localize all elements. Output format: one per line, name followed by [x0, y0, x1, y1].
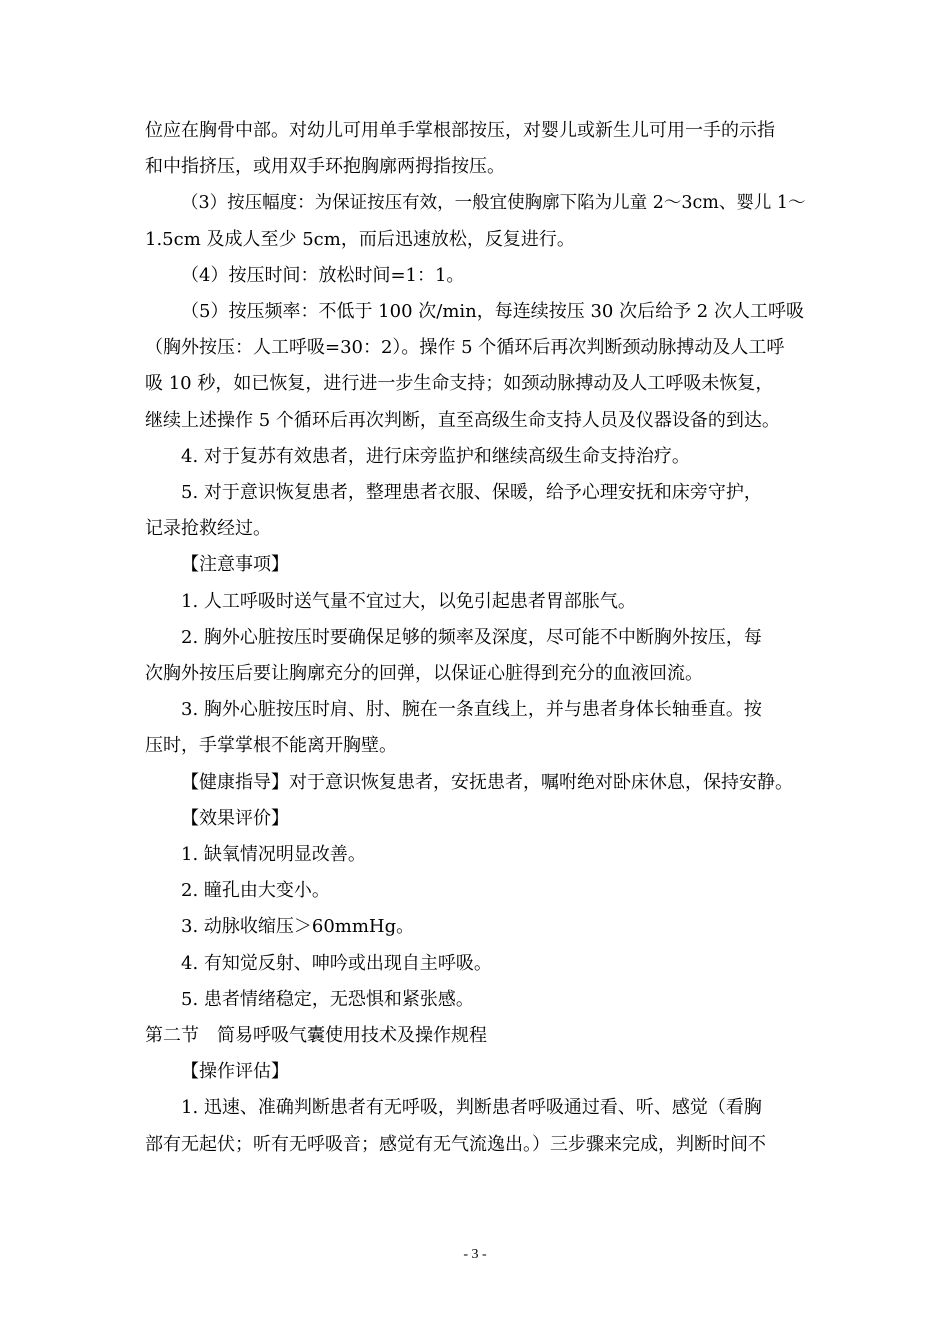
text-line: 5. 对于意识恢复患者，整理患者衣服、保暖，给予心理安抚和床旁守护， — [181, 482, 762, 504]
text-line: （5）按压频率：不低于 100 次/min，每连续按压 30 次后给予 2 次人工呼吸 — [181, 301, 804, 323]
text-line: 第二节 简易呼吸气囊使用技术及操作规程 — [145, 1025, 487, 1047]
text-line: 4. 对于复苏有效患者，进行床旁监护和继续高级生命支持治疗。 — [181, 445, 690, 467]
text-line: 5. 患者情绪稳定，无恐惧和紧张感。 — [181, 988, 474, 1010]
text-line: 【注意事项】 — [181, 554, 289, 576]
text-line: 次胸外按压后要让胸廓充分的回弹，以保证心脏得到充分的血液回流。 — [145, 663, 703, 685]
text-line: 记录抢救经过。 — [145, 518, 271, 540]
text-line: 1. 迅速、准确判断患者有无呼吸，判断患者呼吸通过看、听、感觉（看胸 — [181, 1097, 762, 1119]
text-line: （4）按压时间：放松时间=1：1。 — [181, 264, 465, 286]
page-number: - 3 - — [463, 1247, 487, 1262]
text-line: （胸外按压：人工呼吸=30：2）。操作 5 个循环后再次判断颈动脉搏动及人工呼 — [145, 337, 785, 359]
text-line: 1. 人工呼吸时送气量不宜过大，以免引起患者胃部胀气。 — [181, 590, 636, 612]
text-line: 【操作评估】 — [181, 1061, 289, 1083]
text-line: 部有无起伏；听有无呼吸音；感觉有无气流逸出。）三步骤来完成，判断时间不 — [145, 1133, 766, 1155]
text-line: 3. 胸外心脏按压时肩、肘、腕在一条直线上，并与患者身体长轴垂直。按 — [181, 699, 762, 721]
text-line: 位应在胸骨中部。对幼儿可用单手掌根部按压，对婴儿或新生儿可用一手的示指 — [145, 120, 775, 141]
document-body — [145, 113, 810, 1163]
text-line: 4. 有知觉反射、呻吟或出现自主呼吸。 — [181, 952, 492, 974]
text-line: 压时，手掌掌根不能离开胸壁。 — [145, 735, 397, 757]
text-line: 3. 动脉收缩压＞60mmHg。 — [181, 916, 415, 938]
text-line: 2. 瞳孔由大变小。 — [181, 880, 330, 902]
text-line: 【效果评价】 — [181, 807, 289, 829]
text-line: 和中指挤压，或用双手环抱胸廓两拇指按压。 — [145, 156, 505, 178]
text-line: 1.5cm 及成人至少 5cm，而后迅速放松，反复进行。 — [145, 228, 575, 250]
text-line: 吸 10 秒，如已恢复，进行进一步生命支持；如颈动脉搏动及人工呼吸未恢复， — [145, 373, 774, 395]
text-line: 2. 胸外心脏按压时要确保足够的频率及深度，尽可能不中断胸外按压，每 — [181, 626, 762, 648]
text-line: 继续上述操作 5 个循环后再次判断，直至高级生命支持人员及仪器设备的到达。 — [145, 409, 780, 431]
text-line: 【健康指导】对于意识恢复患者，安抚患者，嘱咐绝对卧床休息，保持安静。 — [181, 771, 793, 793]
text-line: （3）按压幅度：为保证按压有效，一般宜使胸廓下陷为儿童 2～3cm、婴儿 1～ — [181, 193, 806, 214]
text-line: 1. 缺氧情况明显改善。 — [181, 844, 366, 866]
